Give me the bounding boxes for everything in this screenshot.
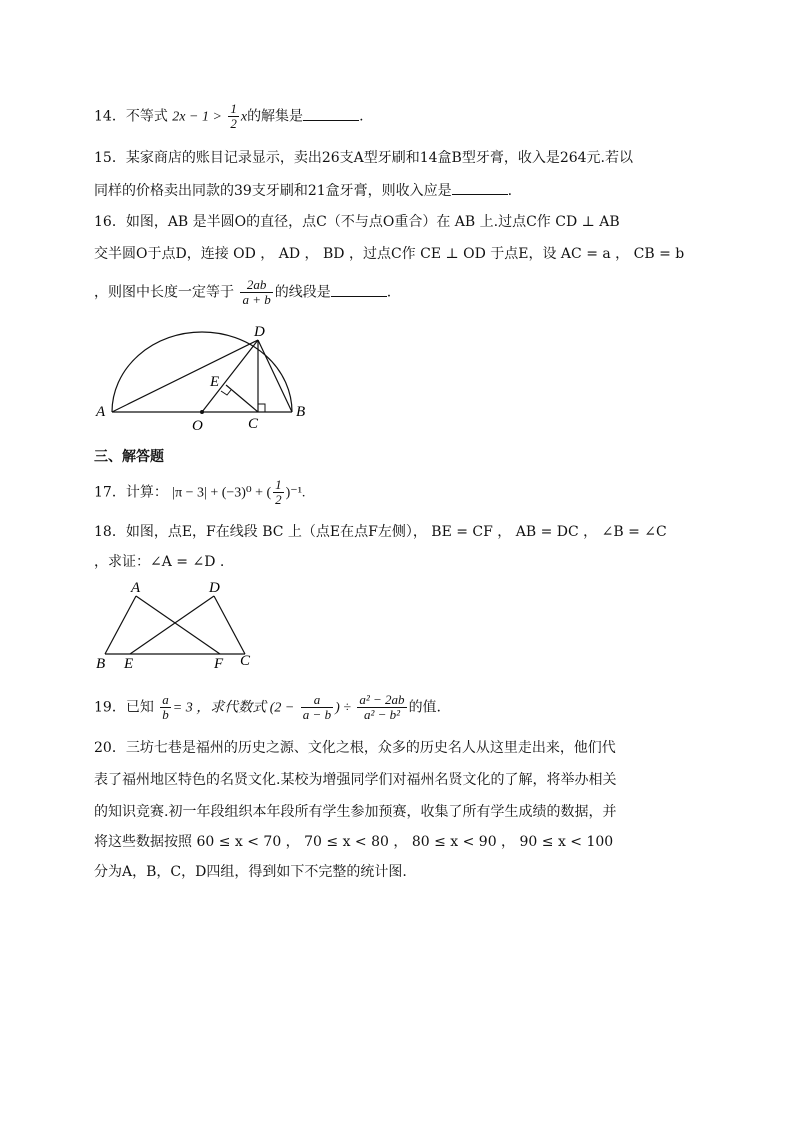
label-B: B xyxy=(96,656,106,672)
q19-text-post: 的值. xyxy=(408,699,442,716)
section-heading: 三、解答题 xyxy=(94,449,164,465)
question-20-line-4: 将这些数据按照 60 ≤ x < 70 ， 70 ≤ x < 80 ， 80 ≤ x < 90 ， 90 ≤ x < 100 xyxy=(94,834,614,850)
question-16-line-1: 16．如图，AB 是半圆O的直径，点C（不与点O重合）在 AB 上.过点C作 CD ⊥ AB xyxy=(94,214,620,230)
label-O: O xyxy=(192,418,203,434)
label-B: B xyxy=(296,404,306,420)
q16-text-post: 的线段是 xyxy=(274,284,331,301)
label-E: E xyxy=(210,374,220,390)
figure-18-triangles xyxy=(90,580,260,672)
q17-fraction: $\frac{1}{2}$ xyxy=(275,477,282,507)
q19-fraction-ab: $\frac{a}{b}$ xyxy=(162,692,169,722)
question-18-line-2: ，求证：∠A = ∠D . xyxy=(94,554,225,570)
segment-AF xyxy=(136,596,220,654)
label-A: A xyxy=(131,580,141,596)
segment-AD xyxy=(112,340,258,412)
semicircle-arc xyxy=(112,332,292,412)
question-20-line-1: 20．三坊七巷是福州的历史之源、文化之根，众多的历史名人从这里走出来，他们代 xyxy=(94,740,616,756)
figure-16-semicircle xyxy=(90,322,320,434)
segment-AB xyxy=(105,596,136,654)
q19-expression-1: = 3 ，求代数式 (2 − xyxy=(172,700,295,716)
label-E: E xyxy=(124,656,134,672)
question-14 xyxy=(94,102,364,131)
question-20-line-2: 表了福州地区特色的名贤文化.某校为增强同学们对福州名贤文化的了解，将举办相关 xyxy=(94,772,617,788)
question-16-line-3 xyxy=(94,278,391,307)
q19-label: 19．已知 xyxy=(94,699,154,716)
segment-DC xyxy=(214,596,245,654)
label-C: C xyxy=(248,416,259,432)
q17-label: 17．计算： xyxy=(94,484,168,501)
question-20-line-3: 的知识竞赛.初一年段组织本年段所有学生参加预赛，收集了所有学生成绩的数据，并 xyxy=(94,804,617,820)
label-F: F xyxy=(214,656,224,672)
point-O xyxy=(200,410,204,414)
segment-CE xyxy=(226,385,258,412)
q17-exponent: )⁻¹. xyxy=(285,485,306,501)
segment-BD xyxy=(258,340,292,412)
label-A: A xyxy=(96,404,106,420)
question-18-line-1: 18．如图，点E，F在线段 BC 上（点E在点F左侧）， BE = CF ， AB = DC ， ∠B = ∠C xyxy=(94,524,667,540)
label-D: D xyxy=(254,324,265,340)
q14-period: . xyxy=(359,108,364,125)
question-20-line-5: 分为A，B，C，D四组，得到如下不完整的统计图. xyxy=(94,864,407,880)
q14-expression: 2x − 1 > xyxy=(172,109,222,125)
q19-fraction-3: $\frac{\text{a² − 2ab}}{\text{a² − b²}}$ xyxy=(359,692,405,722)
q15-text: 同样的价格卖出同款的39支牙刷和21盒牙膏，则收入应是 xyxy=(94,183,452,199)
question-17 xyxy=(94,478,305,507)
right-angle-C xyxy=(258,404,265,412)
q15-period: . xyxy=(507,183,513,199)
question-15-line-1: 15．某家商店的账目记录显示，卖出26支A型牙刷和14盒B型牙膏，收入是264元.若以 xyxy=(94,150,634,166)
q19-expression-2: ) ÷ xyxy=(335,700,351,716)
label-D: D xyxy=(209,580,220,596)
q16-answer-blank[interactable] xyxy=(331,282,387,297)
question-16-line-2: 交半圆O于点D，连接 OD ， AD ， BD ，过点C作 CE ⊥ OD 于点E，设 AC = a ， CB = b xyxy=(94,246,685,262)
q16-text-pre: ，则图中长度一定等于 xyxy=(94,284,234,301)
q14-fraction: $\frac{1}{2}$ xyxy=(230,101,237,131)
q16-fraction: $\frac{2ab}{a + b}$ xyxy=(242,277,271,307)
segment-DE xyxy=(130,596,214,654)
q14-text-1: 不等式 xyxy=(125,108,168,125)
label-C: C xyxy=(240,653,251,669)
q16-period: . xyxy=(386,284,392,301)
q14-number: 14． xyxy=(94,108,126,125)
question-15-line-2 xyxy=(94,180,512,201)
q14-variable: x xyxy=(240,109,248,125)
question-19 xyxy=(94,693,441,722)
q19-fraction-2: $\frac{a}{a - b}$ xyxy=(302,692,332,722)
q17-expression: |π − 3| + (−3)⁰ + ( xyxy=(172,485,272,501)
q14-answer-blank[interactable] xyxy=(303,106,359,121)
q14-text-2: 的解集是 xyxy=(247,108,304,125)
right-angle-E xyxy=(221,390,231,395)
q15-answer-blank[interactable] xyxy=(452,180,508,195)
